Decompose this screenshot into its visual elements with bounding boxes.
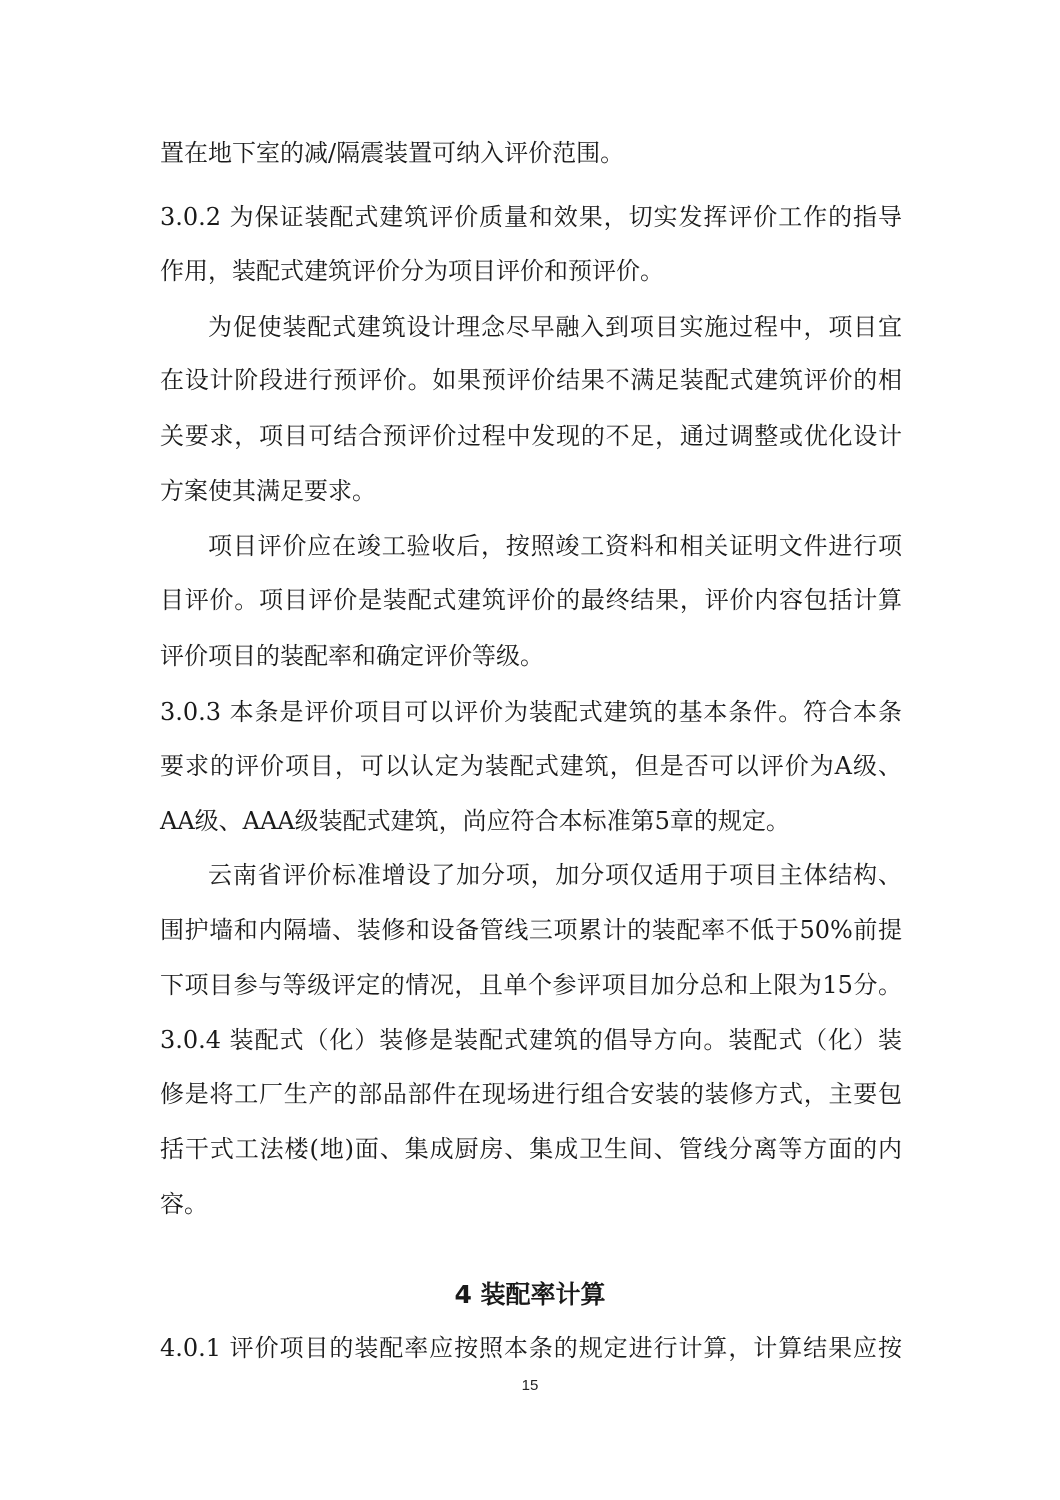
text-line: 评价项目的装配率和确定评价等级。 [160,642,544,670]
text-line: 容。 [160,1190,208,1218]
text-line: 3.0.3 本条是评价项目可以评价为装配式建筑的基本条件。符合本条 [160,698,902,726]
text-line: 目评价。项目评价是装配式建筑评价的最终结果，评价内容包括计算 [160,586,902,614]
text-line: 作用，装配式建筑评价分为项目评价和预评价。 [160,257,664,285]
text-line: 括干式工法楼(地)面、集成厨房、集成卫生间、管线分离等方面的内 [160,1135,902,1163]
text-line: 围护墙和内隔墙、装修和设备管线三项累计的装配率不低于50%前提 [160,916,902,944]
text-line: 4.0.1 评价项目的装配率应按照本条的规定进行计算，计算结果应按 [160,1334,902,1362]
text-line: 要求的评价项目，可以认定为装配式建筑，但是否可以评价为A级、 [160,752,902,780]
text-line: 项目评价应在竣工验收后，按照竣工资料和相关证明文件进行项 [208,532,902,560]
text-line: 修是将工厂生产的部品部件在现场进行组合安装的装修方式，主要包 [160,1080,902,1108]
text-line: 云南省评价标准增设了加分项，加分项仅适用于项目主体结构、 [208,861,902,889]
text-line: 3.0.4 装配式（化）装修是装配式建筑的倡导方向。装配式（化）装 [160,1026,902,1054]
text-line: 置在地下室的减/隔震装置可纳入评价范围。 [160,139,625,167]
text-line: 方案使其满足要求。 [160,477,376,505]
text-line: 3.0.2 为保证装配式建筑评价质量和效果，切实发挥评价工作的指导 [160,203,902,231]
text-line: AA级、AAA级装配式建筑，尚应符合本标准第5章的规定。 [160,807,790,835]
text-line: 为促使装配式建筑设计理念尽早融入到项目实施过程中，项目宜 [208,313,902,341]
section-heading: 4 装配率计算 [454,1280,606,1309]
page-number: 15 [521,1377,539,1394]
text-line: 下项目参与等级评定的情况，且单个参评项目加分总和上限为15分。 [160,971,902,999]
text-line: 关要求，项目可结合预评价过程中发现的不足，通过调整或优化设计 [160,422,902,450]
text-line: 在设计阶段进行预评价。如果预评价结果不满足装配式建筑评价的相 [160,366,902,394]
